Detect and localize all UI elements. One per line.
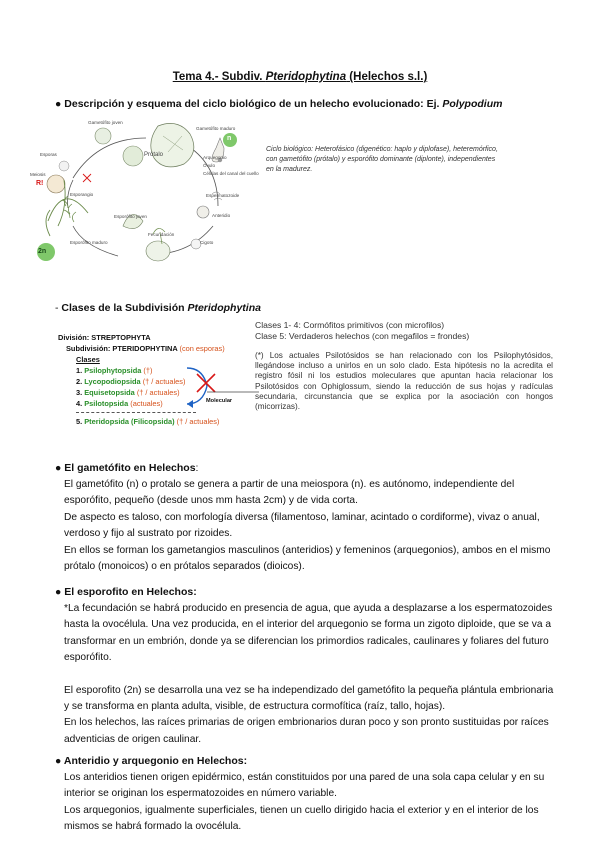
paragraph: Los arquegonios, igualmente superficiales, tienen un cuello dirigido hacia el exterior y en el interior de los mismos se habrá formado la ovocélula. [64,804,539,833]
label-esporofito-maduro: Esporófito maduro [70,240,108,245]
paragraph: El gametófito (n) o protalo se genera a partir de una meiospora (n). es autónomo, independiente del esporófito, pequeño (desde unos mm hasta 2cm) y de vida corta. [64,479,515,507]
label-ovulo: Óvulo [203,163,216,168]
subdivision-label: Subdivisión: PTERIDOPHYTINA (con esporas) [66,344,225,353]
clases-1-4-line: Clases 1- 4: Cormófitos primitivos (con microfilos) [255,320,445,330]
label-anteridio: Anteridio [212,213,231,218]
gametofito-body [64,477,552,575]
label-cigoto: Cigoto [200,240,214,245]
class-item: 2. Lycopodiopsida († / actuales) [76,377,186,386]
label-celulas-canal: Células del canal del cuello [203,171,259,176]
bullet-icon: ● [55,586,62,598]
molecular-label: Molecular [206,398,233,404]
class-item: 1. Psilophytopsida (†) [76,366,153,375]
psilotosidos-note: (*) Los actuales Psilotósidos se han relacionado con los Psilophytósidos, llegándose incluso a unirlos en un solo clado. Esta hipótesis no la acredita el registro fósil ni los estudios moleculares que apuntan hacia relacionar los Psilotósidos con Ophiglossum, siendo la reducción de sus hojas y radículas secundaria, circunstancia que se explica por la asociación con hongos (micorrizas). [255,351,553,412]
divider [76,412,196,413]
diploid-badge: 2n [38,248,47,255]
label-protalo: Prótalo [144,152,164,158]
heading-gametofito: ● El gametófito en Helechos: [55,462,199,474]
class-item: 3. Equisetopsida († / actuales) [76,388,180,397]
molecular-arrow-diagram [185,362,265,412]
page-title: Tema 4.- Subdiv. Pteridophytina (Helechos s.l.) [172,71,428,83]
bullet-icon: ● [55,755,62,767]
clases-label: Clases [76,355,100,364]
esporofito-body [64,601,554,748]
heading-anteridio: ● Anteridio y arquegonio en Helechos: [55,755,248,767]
cycle-caption: Ciclo biológico: Heterofásico (digenético: haplo y diplofase), heteremórfico, con gametófito (prótalo) y esporófito dominante (diplonte), independientes en la madurez. [266,146,498,173]
paragraph: Los anteridios tienen origen epidérmico, están constituidos por una pared de una sola capa celular y en su interior se originan los espermatozoides en número variable. [64,772,545,800]
paragraph: En los helechos, las raíces primarias de origen embrionarios duran poco y son pronto sustituidas por raíces adventicias de origen caulinar. [64,717,549,745]
anteridio-body [64,770,554,836]
label-esporangio: Esporangio [70,192,94,197]
paragraph: De aspecto es taloso, con morfología diversa (filamentoso, laminar, acintado o cordiforme), vivaz o anual, verdoso y fijo al sustrato por rizoides. [64,511,540,540]
section-heading-clases: - Clases de la Subdivisión Pteridophytina [55,302,261,314]
division-label: División: STREPTOPHYTA [58,333,151,342]
label-reduction: R! [36,180,44,187]
bullet-icon: ● [55,462,62,474]
label-arquegonio: Arquegonio [203,155,227,160]
haploid-badge: n [227,135,232,142]
section-heading-ciclo: ● Descripción y esquema del ciclo biológico de un helecho evolucionado: Ej. Polypodium [55,98,503,110]
label-esporofito-joven: Esporófito joven [114,214,147,219]
clase-5-line: Clase 5: Verdaderos helechos (con megafilos = frondes) [255,331,470,341]
paragraph: En ellos se forman los gametangios masculinos (anteridios) y femeninos (arquegonios), ambos en el mismo prótalo (monoicos) o en prótalos separados (dioicos). [64,544,551,573]
label-gametofito-maduro: Gametófito maduro [196,126,236,131]
label-gametofito-joven: Gametófito joven [88,120,123,125]
class-item: 4. Psilotopsida (actuales) [76,399,163,408]
paragraph: *La fecundación se habrá producido en presencia de agua, que ayuda a desplazarse a los espermatozoides hasta la ovocélula. Una vez producida, en el interior del arquegonio se forma un zigoto diploide, que se va a transformar en un embrión, donde ya se diferencian los primordios radicales, caulinares y foliares del futuro esporófito. [64,603,553,664]
label-espermatozoide: Espermatozoide [206,193,240,198]
bullet-icon: ● [55,98,62,110]
label-meiosis: Meiosis [30,172,46,177]
paragraph: El esporofito (2n) se desarrolla una vez se ha independizado del gametófito la pequeña plántula embrionaria y se transforma en planta adulta, visible, de estructura cormofítica (raíz, tallo, hojas). [64,684,554,713]
label-esporas: Esporas [40,152,57,157]
label-fecundacion: Fecundación [148,232,175,237]
class-item: 5. Pteridopsida (Filicopsida) († / actuales) [76,417,220,426]
heading-esporofito: ● El esporofito en Helechos: [55,586,197,598]
